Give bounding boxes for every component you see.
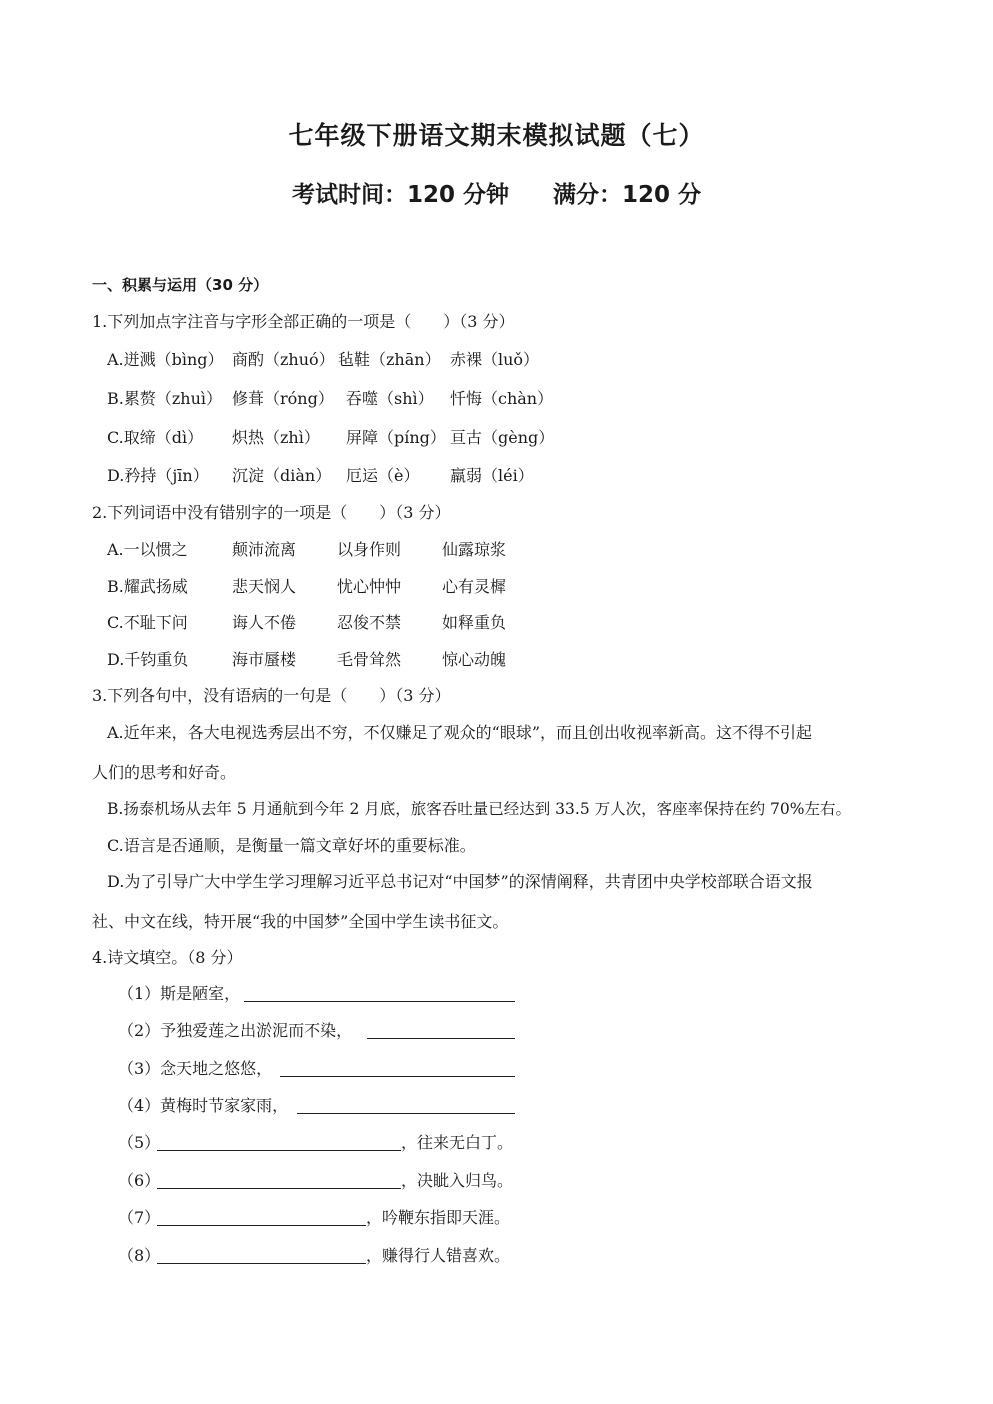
q4-item-6-label: （6） bbox=[118, 1171, 161, 1190]
exam-time: 考试时间：120 分钟 bbox=[291, 182, 509, 208]
q4-blank-3[interactable] bbox=[280, 1076, 515, 1077]
q4-item-3: （3）念天地之悠悠， bbox=[118, 1059, 273, 1078]
q4-stem: 4.诗文填空。（8 分） bbox=[92, 948, 243, 967]
q4-item-8-label: （8） bbox=[118, 1246, 161, 1265]
q3-option-a-line1: A.近年来，各大电视选秀层出不穷，不仅赚足了观众的“眼球”，而且创出收视率新高。这不得不引起 bbox=[107, 723, 813, 742]
q3-option-d-line1: D.为了引导广大中学生学习理解习近平总书记对“中国梦”的深情阐释，共青团中央学校部联合语文报 bbox=[107, 872, 813, 891]
q2-stem: 2.下列词语中没有错别字的一项是（ ）（3 分） bbox=[92, 503, 451, 522]
q4-blank-5[interactable] bbox=[157, 1150, 401, 1151]
q4-item-7-text: ，吟鞭东指即天涯。 bbox=[366, 1208, 511, 1227]
q3-option-a-line2: 人们的思考和好奇。 bbox=[92, 763, 237, 782]
q4-blank-8[interactable] bbox=[157, 1263, 366, 1264]
q4-item-2: （2）予独爱莲之出淤泥而不染， bbox=[118, 1021, 353, 1040]
q4-item-4: （4）黄梅时节家家雨， bbox=[118, 1096, 289, 1115]
q4-blank-6[interactable] bbox=[157, 1188, 401, 1189]
exam-subtitle bbox=[0, 176, 993, 209]
q3-stem: 3.下列各句中，没有语病的一句是（ ）（3 分） bbox=[92, 686, 451, 705]
q4-blank-1[interactable] bbox=[244, 1001, 515, 1002]
q3-option-d-line2: 社、中文在线，特开展“我的中国梦”全国中学生读书征文。 bbox=[92, 912, 509, 931]
q4-item-5-label: （5） bbox=[118, 1133, 161, 1152]
exam-title: 七年级下册语文期末模拟试题（七） bbox=[288, 121, 705, 150]
q4-item-7-label: （7） bbox=[118, 1208, 161, 1227]
q4-blank-7[interactable] bbox=[157, 1225, 366, 1226]
q4-item-6-text: ，决眦入归鸟。 bbox=[401, 1171, 514, 1190]
q4-item-8-text: ，赚得行人错喜欢。 bbox=[366, 1246, 511, 1265]
section-heading: 一、积累与运用（30 分） bbox=[92, 276, 269, 294]
q3-option-c: C.语言是否通顺，是衡量一篇文章好坏的重要标准。 bbox=[107, 836, 476, 855]
q4-item-5-text: ，往来无白丁。 bbox=[401, 1133, 514, 1152]
exam-score: 满分：120 分 bbox=[553, 182, 702, 208]
q1-stem: 1.下列加点字注音与字形全部正确的一项是（ ）（3 分） bbox=[92, 312, 515, 331]
q4-blank-2[interactable] bbox=[367, 1038, 515, 1039]
q3-option-b: B.扬泰机场从去年 5 月通航到今年 2 月底，旅客吞吐量已经达到 33.5 万人次，客座率保持在约 70%左右。 bbox=[107, 800, 851, 818]
q4-item-1: （1）斯是陋室， bbox=[118, 984, 241, 1003]
q4-blank-4[interactable] bbox=[297, 1113, 515, 1114]
